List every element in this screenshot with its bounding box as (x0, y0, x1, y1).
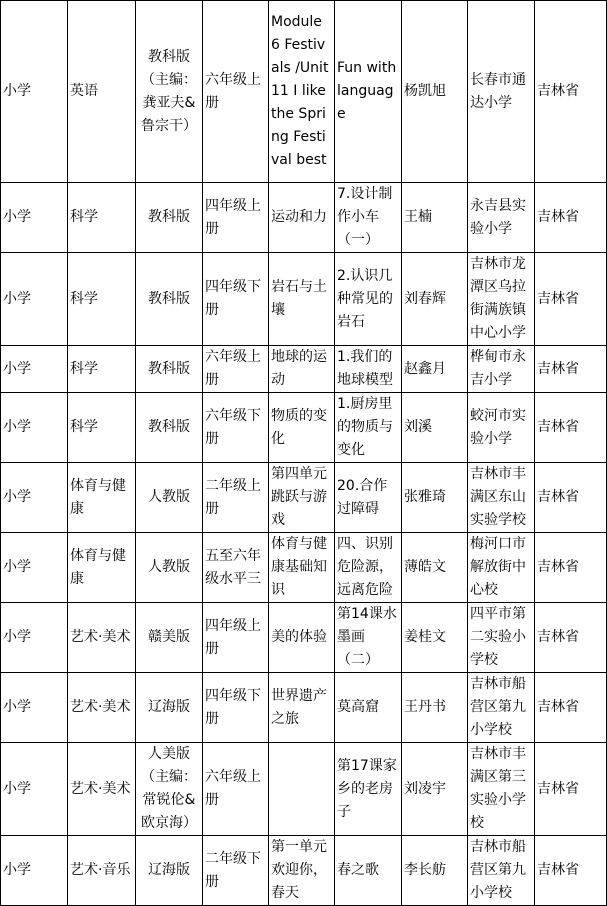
cell-stage-text: 小学 (3, 83, 31, 99)
cell-unit (269, 743, 335, 836)
cell-edition (136, 533, 203, 603)
cell-teacher-text: 赵鑫月 (404, 360, 446, 377)
cell-edition-text: 教科版 (148, 209, 190, 225)
cell-lesson (335, 463, 402, 533)
cell-unit-text: 运动和力 (271, 209, 327, 225)
cell-teacher-text: 刘春辉 (404, 290, 446, 307)
cell-province-text: 吉林省 (537, 360, 579, 377)
cell-school (468, 743, 535, 836)
cell-grade (203, 836, 269, 906)
table-row (1, 253, 607, 346)
cell-unit (269, 183, 335, 253)
cell-stage-text: 小学 (3, 780, 31, 797)
cell-stage (1, 346, 68, 393)
cell-grade-text: 六年级上册 (205, 349, 261, 388)
cell-edition-text: 人教版 (148, 559, 190, 575)
cell-province-text: 吉林省 (537, 780, 579, 797)
cell-subject (68, 1, 136, 183)
cell-lesson-text: 2.认识几种常见的岩石 (337, 267, 393, 330)
cell-stage-text: 小学 (3, 559, 31, 575)
cell-subject-text: 艺术·音乐 (70, 862, 131, 878)
cell-teacher (402, 393, 468, 463)
cell-stage-text: 小学 (3, 489, 31, 505)
cell-unit-text: 体育与健康基础知识 (271, 536, 327, 598)
cell-school (468, 1, 535, 183)
cell-edition (136, 743, 203, 836)
cell-grade-text: 六年级下册 (205, 407, 261, 447)
cell-stage-text: 小学 (3, 629, 31, 645)
cell-province (535, 393, 607, 463)
cell-stage (1, 463, 68, 533)
cell-lesson (335, 1, 402, 183)
cell-stage (1, 836, 68, 906)
cell-lesson-text: 春之歌 (337, 862, 379, 878)
cell-teacher-text: 刘凌宇 (404, 780, 446, 797)
cell-subject (68, 393, 136, 463)
cell-teacher-text: 张雅琦 (404, 489, 446, 505)
cell-lesson (335, 253, 402, 346)
cell-lesson (335, 346, 402, 393)
cell-unit (269, 836, 335, 906)
cell-school (468, 183, 535, 253)
cell-grade-text: 四年级上册 (205, 617, 261, 657)
cell-lesson-text: Fun with language (337, 60, 397, 122)
cell-subject-text: 体育与健康 (70, 477, 126, 517)
cell-subject (68, 743, 136, 836)
cell-lesson (335, 836, 402, 906)
table-row (1, 743, 607, 836)
cell-teacher (402, 346, 468, 393)
cell-lesson-text: 1.我们的地球模型 (337, 349, 393, 388)
cell-subject (68, 463, 136, 533)
cell-subject-text: 英语 (70, 83, 98, 99)
cell-teacher (402, 1, 468, 183)
cell-unit (269, 346, 335, 393)
cell-grade-text: 五至六年级水平三 (205, 547, 261, 587)
cell-grade (203, 463, 269, 533)
cell-stage (1, 743, 68, 836)
cell-school (468, 673, 535, 743)
cell-lesson (335, 533, 402, 603)
cell-school (468, 253, 535, 346)
cell-unit-text: 物质的变化 (271, 407, 327, 447)
cell-unit (269, 393, 335, 463)
table-row (1, 393, 607, 463)
cell-school (468, 533, 535, 603)
cell-grade (203, 533, 269, 603)
cell-grade-text: 六年级上册 (205, 71, 261, 111)
cell-province (535, 743, 607, 836)
cell-lesson-text: 莫高窟 (337, 699, 379, 715)
cell-subject (68, 603, 136, 673)
cell-school (468, 836, 535, 906)
cell-school (468, 346, 535, 393)
cell-subject (68, 183, 136, 253)
cell-province (535, 463, 607, 533)
cell-edition (136, 253, 203, 346)
cell-school-text: 吉林市船营区第九小学校 (470, 839, 526, 901)
table-row (1, 836, 607, 906)
cell-teacher (402, 836, 468, 906)
cell-province (535, 673, 607, 743)
cell-lesson (335, 393, 402, 463)
cell-province (535, 533, 607, 603)
table-row (1, 183, 607, 253)
cell-lesson-text: 第14课水墨画（二） (337, 606, 397, 668)
cell-lesson-text: 1.厨房里的物质与变化 (337, 396, 393, 458)
cell-stage-text: 小学 (3, 862, 31, 878)
cell-subject-text: 艺术·美术 (70, 629, 131, 645)
cell-teacher (402, 743, 468, 836)
cell-lesson-text: 20.合作过障碍 (337, 477, 388, 517)
cell-unit-text: 岩石与土壤 (271, 279, 327, 318)
cell-school-text: 吉林市船营区第九小学校 (470, 676, 526, 738)
cell-subject (68, 673, 136, 743)
cell-province (535, 603, 607, 673)
cell-unit (269, 463, 335, 533)
cell-teacher-text: 李长舫 (404, 862, 446, 878)
cell-province (535, 183, 607, 253)
cell-school-text: 四平市第二实验小学校 (470, 606, 526, 668)
cell-school-text: 吉林市龙潭区乌拉街满族镇中心小学 (470, 256, 526, 341)
cell-school-text: 吉林市丰满区东山实验学校 (470, 466, 526, 528)
cell-grade (203, 603, 269, 673)
cell-lesson (335, 673, 402, 743)
cell-province (535, 1, 607, 183)
cell-edition-text: 教科版（主编：龚亚夫&鲁宗干） (141, 48, 197, 134)
cell-teacher (402, 183, 468, 253)
cell-teacher-text: 薄皓文 (404, 559, 446, 575)
cell-grade (203, 1, 269, 183)
cell-subject-text: 科学 (70, 209, 98, 225)
cell-school-text: 蛟河市实验小学 (470, 407, 526, 447)
cell-stage-text: 小学 (3, 419, 31, 435)
cell-school-text: 桦甸市永吉小学 (470, 349, 526, 388)
cell-edition-text: 辽海版 (148, 699, 190, 715)
cell-unit-text: 第一单元欢迎你，春天 (271, 839, 327, 901)
cell-edition (136, 393, 203, 463)
table-row (1, 603, 607, 673)
cell-grade-text: 四年级下册 (205, 279, 261, 318)
cell-edition-text: 人教版 (148, 489, 190, 505)
cell-edition-text: 人美版（主编：常锐伦&欧京海） (141, 746, 197, 831)
table-row (1, 673, 607, 743)
cell-stage-text: 小学 (3, 699, 31, 715)
cell-teacher-text: 王楠 (404, 209, 432, 225)
cell-stage (1, 673, 68, 743)
cell-subject (68, 346, 136, 393)
cell-grade (203, 346, 269, 393)
cell-province-text: 吉林省 (537, 559, 579, 575)
cell-school-text: 长春市通达小学 (470, 71, 526, 111)
cell-stage (1, 533, 68, 603)
cell-edition (136, 183, 203, 253)
cell-province (535, 836, 607, 906)
cell-grade (203, 183, 269, 253)
cell-edition (136, 346, 203, 393)
cell-school (468, 603, 535, 673)
cell-subject-text: 科学 (70, 360, 98, 377)
cell-province-text: 吉林省 (537, 209, 579, 225)
cell-stage (1, 183, 68, 253)
cell-teacher (402, 253, 468, 346)
cell-province-text: 吉林省 (537, 419, 579, 435)
cell-stage (1, 1, 68, 183)
cell-province (535, 346, 607, 393)
cell-edition-text: 教科版 (148, 290, 190, 307)
cell-teacher (402, 603, 468, 673)
cell-school (468, 393, 535, 463)
cell-unit-text: 地球的运动 (271, 349, 327, 388)
cell-stage-text: 小学 (3, 290, 31, 307)
cell-subject-text: 艺术·美术 (70, 780, 131, 797)
cell-school-text: 吉林市丰满区第三实验小学校 (470, 746, 526, 831)
cell-province-text: 吉林省 (537, 290, 579, 307)
cell-lesson (335, 603, 402, 673)
table-row (1, 463, 607, 533)
cell-school-text: 永吉县实验小学 (470, 197, 526, 237)
cell-edition-text: 赣美版 (148, 629, 190, 645)
cell-edition (136, 673, 203, 743)
cell-subject (68, 533, 136, 603)
cell-lesson (335, 743, 402, 836)
cell-unit-text: Module 6 Festivals /Unit 11 I like the Spring Festival best (271, 14, 329, 168)
cell-subject-text: 艺术·美术 (70, 699, 131, 715)
cell-province-text: 吉林省 (537, 699, 579, 715)
cell-grade-text: 四年级上册 (205, 197, 261, 237)
cell-teacher-text: 王丹书 (404, 699, 446, 715)
cell-unit (269, 533, 335, 603)
cell-grade (203, 393, 269, 463)
cell-subject-text: 科学 (70, 419, 98, 435)
cell-grade-text: 二年级上册 (205, 477, 261, 517)
cell-teacher (402, 463, 468, 533)
cell-stage-text: 小学 (3, 360, 31, 377)
cell-province-text: 吉林省 (537, 489, 579, 505)
cell-edition (136, 603, 203, 673)
cell-stage (1, 253, 68, 346)
cell-school (468, 463, 535, 533)
cell-school-text: 梅河口市解放街中心校 (470, 536, 526, 598)
cell-stage-text: 小学 (3, 209, 31, 225)
cell-subject (68, 253, 136, 346)
cell-teacher-text: 杨凯旭 (404, 83, 446, 99)
table-row (1, 533, 607, 603)
cell-grade (203, 673, 269, 743)
cell-lesson-text: 第17课家乡的老房子 (337, 757, 397, 820)
cell-lesson-text: 7.设计制作小车（一） (337, 186, 393, 248)
cell-grade-text: 四年级下册 (205, 687, 261, 727)
cell-province-text: 吉林省 (537, 862, 579, 878)
cell-lesson-text: 四、识别危险源，远离危险 (337, 536, 393, 598)
cell-province-text: 吉林省 (537, 83, 579, 99)
cell-unit-text: 第四单元跳跃与游戏 (271, 466, 327, 528)
cell-province-text: 吉林省 (537, 629, 579, 645)
cell-lesson (335, 183, 402, 253)
cell-teacher (402, 673, 468, 743)
cell-edition-text: 教科版 (148, 419, 190, 435)
cell-province (535, 253, 607, 346)
cell-unit (269, 603, 335, 673)
cell-subject-text: 科学 (70, 290, 98, 307)
cell-grade-text: 二年级下册 (205, 850, 261, 890)
cell-grade (203, 743, 269, 836)
cell-edition-text: 教科版 (148, 360, 190, 377)
cell-unit (269, 673, 335, 743)
cell-edition (136, 1, 203, 183)
cell-teacher (402, 533, 468, 603)
cell-unit (269, 1, 335, 183)
cell-unit-text: 世界遗产之旅 (271, 687, 327, 727)
cell-edition (136, 836, 203, 906)
cell-teacher-text: 刘溪 (404, 419, 432, 435)
cell-teacher-text: 姜桂文 (404, 629, 446, 645)
cell-stage (1, 603, 68, 673)
cell-unit (269, 253, 335, 346)
cell-grade (203, 253, 269, 346)
cell-edition (136, 463, 203, 533)
cell-stage (1, 393, 68, 463)
cell-subject-text: 体育与健康 (70, 547, 126, 587)
table-row (1, 346, 607, 393)
cell-edition-text: 辽海版 (148, 862, 190, 878)
cell-unit-text: 美的体验 (271, 629, 327, 645)
cell-grade-text: 六年级上册 (205, 769, 261, 808)
table-row (1, 1, 607, 183)
cell-subject (68, 836, 136, 906)
